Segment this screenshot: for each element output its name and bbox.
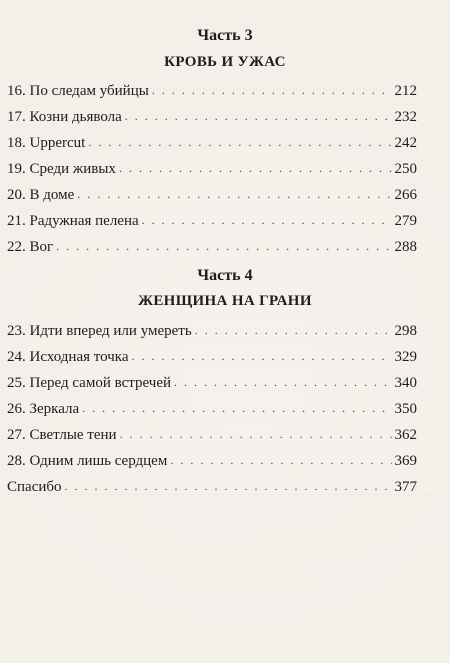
toc-entry (7, 314, 417, 340)
dot-leader (174, 374, 391, 391)
dot-leader (142, 212, 392, 229)
toc-entry-page: 340 (394, 375, 417, 391)
toc-entry (7, 126, 417, 152)
toc-entry-title: 27. Светлые тени (7, 427, 117, 443)
dot-leader (65, 478, 392, 495)
toc-entry (7, 340, 417, 366)
toc-entry-title: 20. В доме (7, 187, 75, 203)
toc-entry-page: 369 (394, 453, 417, 469)
part-4-toc-list (7, 314, 417, 496)
dot-leader (152, 82, 392, 99)
toc-entry-page: 242 (394, 135, 417, 151)
toc-entry-page: 279 (394, 213, 417, 229)
toc-entry (7, 204, 417, 230)
toc-entry (7, 392, 417, 418)
toc-entry-title: 18. Uppercut (7, 135, 86, 151)
toc-entry-title: 19. Среди живых (7, 161, 116, 177)
toc-entry-page: 350 (394, 401, 417, 417)
dot-leader (125, 108, 392, 125)
toc-entry-page: 298 (394, 323, 417, 339)
toc-entry-page: 250 (394, 161, 417, 177)
toc-entry-title: 16. По следам убийцы (7, 83, 149, 99)
toc-entry (7, 444, 417, 470)
part-3-title: КРОВЬ И УЖАС (164, 54, 286, 70)
toc-entry (7, 470, 417, 496)
dot-leader (56, 238, 391, 255)
toc-entry-title: 26. Зеркала (7, 401, 80, 417)
dot-leader (132, 348, 392, 365)
part-3-toc-list (7, 74, 417, 256)
toc-entry-page: 232 (394, 109, 417, 125)
toc-entry-page: 266 (394, 187, 417, 203)
toc-entry-title: 28. Одним лишь сердцем (7, 453, 168, 469)
dot-leader (77, 186, 391, 203)
toc-entry-title: 25. Перед самой встречей (7, 375, 172, 391)
toc-entry-title: 21. Радужная пелена (7, 213, 139, 229)
dot-leader (195, 322, 392, 339)
toc-entry-title: 24. Исходная точка (7, 349, 129, 365)
toc-entry-page: 329 (394, 349, 417, 365)
toc-entry-page: 288 (394, 239, 417, 255)
dot-leader (120, 426, 392, 443)
toc-entry (7, 74, 417, 100)
toc-entry (7, 418, 417, 444)
toc-entry (7, 100, 417, 126)
toc-entry-title: 22. Вог (7, 239, 54, 255)
toc-entry-page: 377 (394, 479, 417, 495)
toc-entry (7, 178, 417, 204)
part-3-label: Часть 3 (197, 27, 253, 44)
dot-leader (170, 452, 391, 469)
toc-entry (7, 366, 417, 392)
dot-leader (119, 160, 392, 177)
dot-leader (82, 400, 391, 417)
toc-entry-page: 362 (394, 427, 417, 443)
part-4-title: ЖЕНЩИНА НА ГРАНИ (138, 293, 312, 309)
toc-entry-page: 212 (394, 83, 417, 99)
toc-entry-title: Спасибо (7, 479, 62, 495)
part-4-label: Часть 4 (197, 267, 253, 284)
toc-entry (7, 230, 417, 256)
toc-entry-title: 17. Козни дьявола (7, 109, 122, 125)
toc-entry-title: 23. Идти вперед или умереть (7, 323, 192, 339)
dot-leader (88, 134, 391, 151)
toc-entry (7, 152, 417, 178)
